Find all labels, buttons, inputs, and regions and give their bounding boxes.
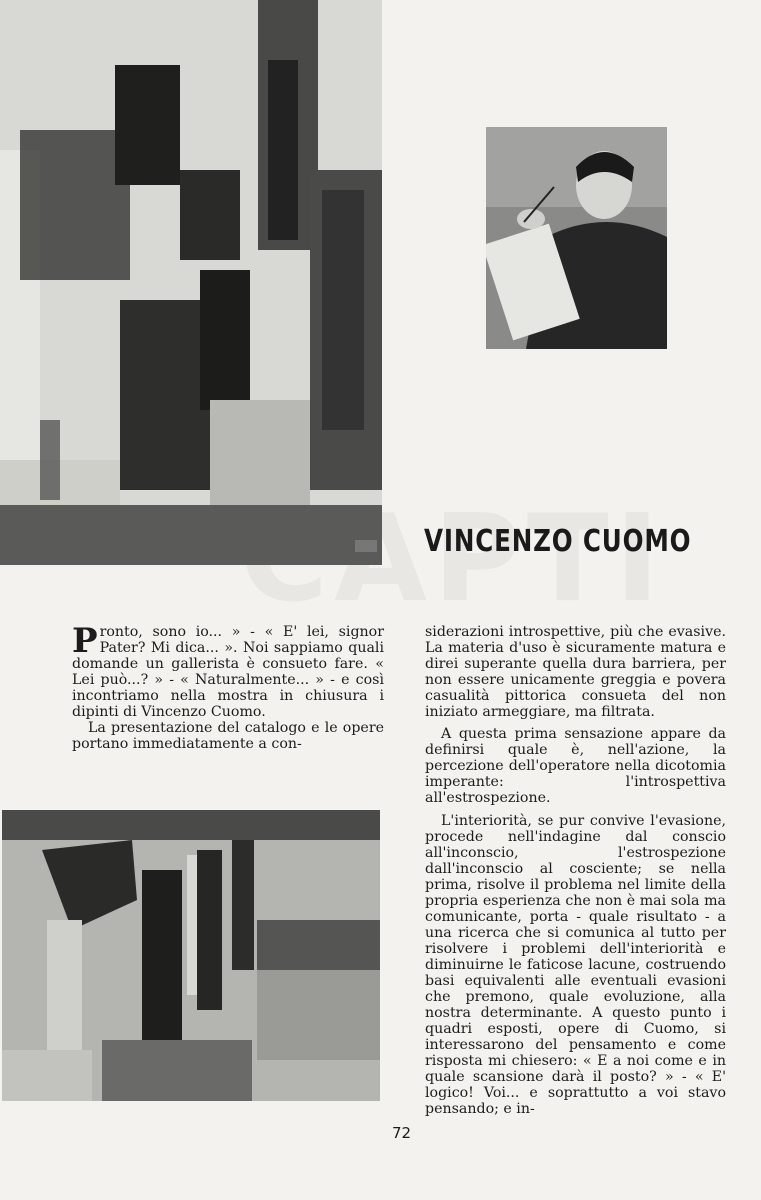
paragraph: La presentazione del catalogo e le opere portano immediatamente a con- — [72, 720, 384, 753]
bottom-painting-image — [2, 810, 380, 1101]
top-painting-image — [0, 0, 382, 565]
artist-portrait-photo — [486, 127, 667, 349]
paragraph: A questa prima sensazione appare da definirsi quale è, nell'azione, la percezione dell'operatore nella dicotomia imperante: l'introspettiva all'estrospezione. — [425, 726, 726, 807]
page-number: 72 — [392, 1124, 412, 1142]
paragraph: L'interiorità, se pur convive l'evasione, procede nell'indagine dal conscio all'inconscio, l'estrospezione dall'inconscio al cosciente; se nella prima, risolve il problema nel limite della propria esperienza che non è mai sola ma comunicante, porta - quale risultato - a una ricerca che si comunica al tutto per risolvere i problemi dell'interiorità e diminuirne le faticose lacune, costruendo basi equivalenti alle eventuali evasioni che premono, quale evoluzione, alla nostra determinante. A questo punto i quadri esposti, opere di Cuomo, si interessarono del pensamento e come risposta mi chiesero: « E a noi come e in quale scansione darà il posto? » - « E' logico! Voi... e soprattutto a voi stavo pensando; e in- — [425, 812, 726, 1118]
paragraph-text: ronto, sono io... » - « E' lei, signor Pater? Mi dica... ». Noi sappiamo quali domande un gallerista è consueto fare. « Lei può...? » - « Naturalmente... » - e così incontriamo nella mostra in chiusura i dipinti di Vincenzo Cuomo. — [72, 624, 384, 721]
article-title: VINCENZO CUOMO — [424, 524, 692, 559]
left-text-column — [72, 621, 384, 753]
drop-cap: P — [72, 621, 98, 661]
paragraph: siderazioni introspettive, più che evasive. La materia d'uso è sicuramente matura e direi superante quella dura barriera, per non essere unicamente greggia e povera casualità pittorica consueta del non iniziato armeggiare, ma filtrata. — [425, 624, 726, 721]
right-text-column — [425, 624, 726, 1117]
paragraph — [72, 621, 384, 721]
